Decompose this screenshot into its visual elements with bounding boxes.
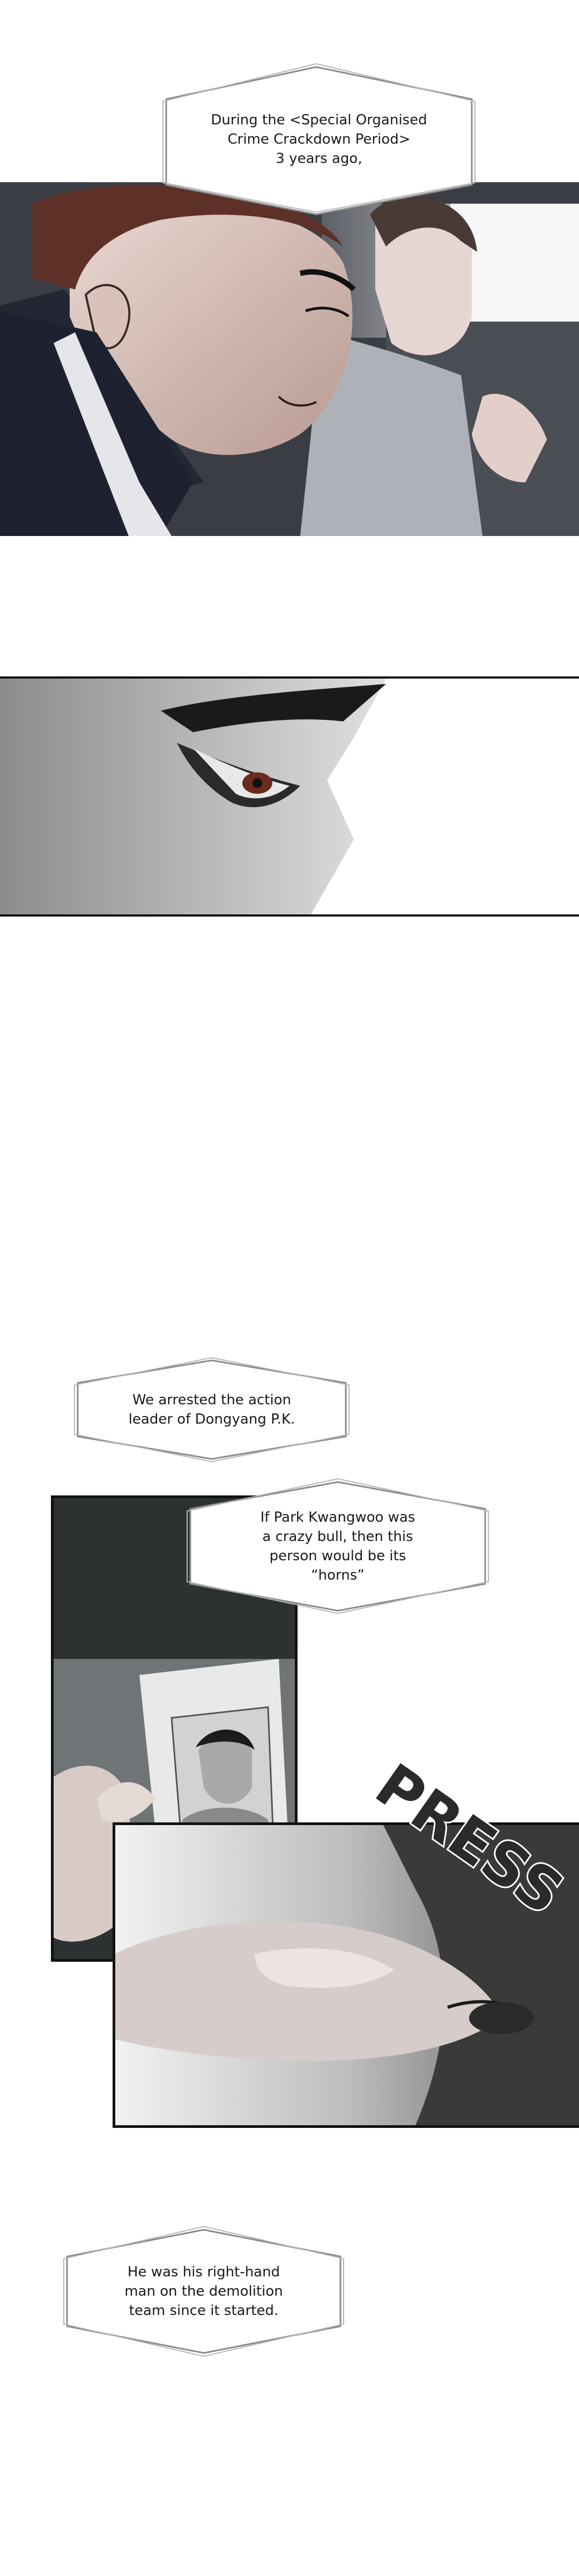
panel-car-scene <box>0 182 579 536</box>
caption-text <box>161 62 477 217</box>
caption-arrested <box>72 1356 351 1463</box>
sfx-press-text: PRESS <box>363 1750 576 1928</box>
caption-horns <box>185 1477 491 1616</box>
caption-line: person would be its <box>269 1548 406 1564</box>
caption-line: 3 years ago, <box>276 151 362 167</box>
caption-text <box>185 1477 491 1616</box>
caption-text <box>72 1356 351 1463</box>
caption-right-hand <box>62 2224 346 2358</box>
caption-crackdown <box>161 62 477 217</box>
caption-line: “horns” <box>311 1567 365 1583</box>
sfx-press <box>322 1750 576 1962</box>
car-scene-art <box>0 182 579 536</box>
caption-line: team since it started. <box>129 2303 279 2319</box>
caption-line: During the <Special Organised <box>211 112 427 128</box>
caption-text <box>62 2224 346 2358</box>
caption-line: a crazy bull, then this <box>262 1529 413 1545</box>
caption-line: leader of Dongyang P.K. <box>128 1411 295 1427</box>
eye-closeup-art <box>0 679 579 914</box>
caption-line: We arrested the action <box>132 1392 292 1408</box>
caption-line: Crime Crackdown Period> <box>227 131 411 147</box>
caption-line: If Park Kwangwoo was <box>260 1509 415 1525</box>
caption-line: He was his right-hand <box>127 2264 280 2280</box>
sfx-press-shape <box>322 1750 576 1962</box>
panel-eye-closeup <box>0 676 579 917</box>
caption-line: man on the demolition <box>124 2283 283 2299</box>
